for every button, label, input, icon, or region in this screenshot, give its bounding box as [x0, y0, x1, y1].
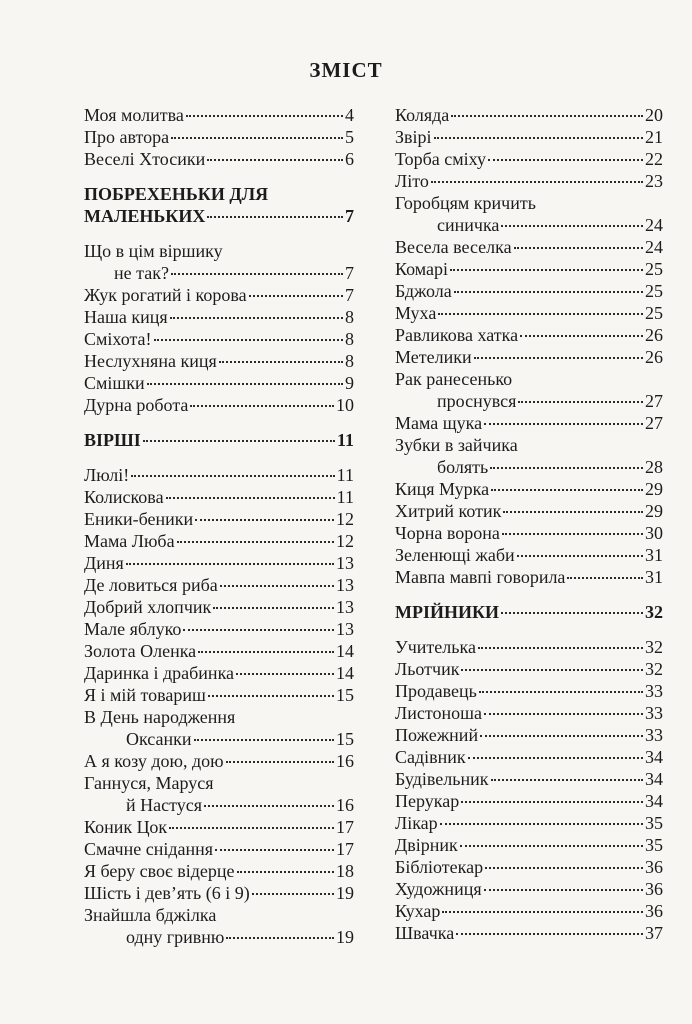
toc-entry-row: [395, 544, 663, 566]
toc-entry-first-line: Горобцям кричить: [395, 193, 536, 213]
dot-leader: [208, 695, 334, 697]
dot-leader: [219, 361, 343, 363]
toc-page-number: 19: [336, 927, 354, 947]
toc-page-number: 20: [645, 105, 663, 125]
toc-page-number: 5: [345, 127, 354, 147]
toc-entry-title: Я і мій товариш: [84, 685, 206, 705]
toc-entry-row: [84, 662, 354, 684]
toc-page-number: 34: [645, 747, 663, 767]
toc-page-number: 32: [645, 602, 663, 622]
toc-page-number: 25: [645, 281, 663, 301]
toc-page-number: 15: [336, 685, 354, 705]
toc-entry-row: [395, 856, 663, 878]
toc-entry-title: Золота Оленка: [84, 641, 197, 661]
toc-page-number: 33: [645, 703, 663, 723]
toc-entry-title: Льотчик: [395, 659, 460, 679]
toc-entry-title: Еники-беники: [84, 509, 194, 529]
toc-entry-title: Весела веселка: [395, 237, 512, 257]
toc-entry-title: Бібліотекар: [395, 857, 484, 877]
toc-entry-title: Чорна ворона: [395, 523, 500, 543]
toc-page-number: 24: [645, 215, 663, 235]
toc-page-number: 37: [645, 923, 663, 943]
toc-entry-row: [84, 328, 354, 350]
toc-page-number: 9: [345, 373, 354, 393]
dot-leader: [131, 475, 334, 477]
toc-entry-title: Моя молитва: [84, 105, 184, 125]
dot-leader: [183, 629, 334, 631]
spacer: [84, 451, 354, 464]
toc-section-row: [84, 429, 354, 451]
toc-multiline-entry: [84, 772, 354, 816]
toc-entry-row: [395, 478, 663, 500]
toc-entry-row: [395, 658, 663, 680]
toc-page-number: 29: [645, 479, 663, 499]
dot-leader: [215, 849, 334, 851]
dot-leader: [468, 757, 643, 759]
spacer: [84, 170, 354, 183]
toc-entry-title: й Настуся: [126, 795, 203, 815]
dot-leader: [442, 911, 643, 913]
toc-entry-title: Смачне снідання: [84, 839, 214, 859]
dot-leader: [249, 295, 343, 297]
toc-entry-title: Перукар: [395, 791, 460, 811]
dot-leader: [450, 269, 643, 271]
toc-page-number: 13: [336, 553, 354, 573]
toc-page-number: 4: [345, 105, 354, 125]
toc-entry-row: [395, 126, 663, 148]
toc-multiline-entry: [395, 192, 663, 236]
toc-section-row: [84, 205, 354, 227]
toc-column-right: [395, 104, 663, 944]
toc-page-number: 12: [336, 509, 354, 529]
toc-entry-title: Жук рогатий і корова: [84, 285, 247, 305]
toc-entry-title: Мавпа мавпі говорила: [395, 567, 566, 587]
dot-leader: [456, 933, 643, 935]
toc-entry-title: Де ловиться риба: [84, 575, 218, 595]
toc-multiline-entry: [395, 368, 663, 412]
toc-entry-title: Двірник: [395, 835, 458, 855]
toc-entry-row: [84, 104, 354, 126]
toc-page-number: 7: [345, 263, 354, 283]
toc-entry-row: [395, 878, 663, 900]
toc-entry-title: Лікар: [395, 813, 438, 833]
dot-leader: [501, 612, 643, 614]
dot-leader: [171, 273, 343, 275]
dot-leader: [440, 823, 643, 825]
toc-entry-title: Художниця: [395, 879, 482, 899]
toc-page-number: 14: [336, 641, 354, 661]
dot-leader: [147, 383, 343, 385]
toc-page-number: 13: [336, 619, 354, 639]
toc-entry-title: проснувся: [437, 391, 517, 411]
toc-entry-row: [84, 394, 354, 416]
toc-entry-row: [395, 214, 663, 236]
dot-leader: [567, 577, 643, 579]
toc-page-number: 27: [645, 413, 663, 433]
toc-entry-title: Наша киця: [84, 307, 168, 327]
toc-entry-row: [395, 456, 663, 478]
toc-multiline-entry: [84, 240, 354, 284]
toc-column-left: [84, 104, 354, 948]
toc-entry-row: [84, 464, 354, 486]
toc-entry-title: Метелики: [395, 347, 472, 367]
toc-entry-first-line: Знайшла бджілка: [84, 905, 217, 925]
toc-entry-row: [395, 790, 663, 812]
dot-leader: [480, 735, 643, 737]
toc-entry-title: Сміхота!: [84, 329, 152, 349]
toc-entry-title: Неслухняна киця: [84, 351, 217, 371]
toc-entry-row: [395, 724, 663, 746]
dot-leader: [143, 440, 335, 442]
toc-entry-title: Смішки: [84, 373, 145, 393]
toc-entry-row: [395, 412, 663, 434]
toc-entry-title: Веселі Хтосики: [84, 149, 206, 169]
toc-page-number: 32: [645, 659, 663, 679]
dot-leader: [177, 541, 334, 543]
toc-entry-row: [395, 636, 663, 658]
dot-leader: [460, 845, 643, 847]
toc-entry-title: МАЛЕНЬКИХ: [84, 206, 206, 226]
toc-entry-row: [395, 702, 663, 724]
toc-entry-first-line: Ганнуся, Маруся: [84, 773, 214, 793]
dot-leader: [517, 555, 643, 557]
toc-page-number: 24: [645, 237, 663, 257]
dot-leader: [491, 779, 644, 781]
dot-leader: [213, 607, 334, 609]
toc-page-number: 7: [345, 285, 354, 305]
toc-entry-row: [84, 148, 354, 170]
toc-entry-title: Мама Люба: [84, 531, 175, 551]
toc-page-number: 30: [645, 523, 663, 543]
dot-leader: [166, 497, 335, 499]
dot-leader: [171, 137, 343, 139]
dot-leader: [126, 563, 334, 565]
dot-leader: [190, 405, 334, 407]
toc-entry-title: Добрий хлопчик: [84, 597, 212, 617]
toc-page-number: 26: [645, 325, 663, 345]
toc-entry-row: [84, 618, 354, 640]
toc-entry-title: Даринка і драбинка: [84, 663, 235, 683]
toc-entry-row: [84, 860, 354, 882]
dot-leader: [484, 423, 643, 425]
toc-entry-title: Літо: [395, 171, 429, 191]
dot-leader: [479, 691, 643, 693]
toc-entry-title: Листоноша: [395, 703, 482, 723]
toc-entry-title: Колискова: [84, 487, 164, 507]
toc-entry-title: Зеленющі жаби: [395, 545, 515, 565]
toc-page-number: 23: [645, 171, 663, 191]
dot-leader: [461, 801, 643, 803]
toc-page-number: 12: [336, 531, 354, 551]
toc-entry-title: синичка: [437, 215, 500, 235]
toc-entry-row: [395, 148, 663, 170]
toc-entry-title: Швачка: [395, 923, 455, 943]
toc-entry-first-line: В День народження: [84, 707, 236, 727]
toc-entry-row: [84, 284, 354, 306]
toc-entry-title: Будівельник: [395, 769, 489, 789]
toc-entry-row: [84, 640, 354, 662]
dot-leader: [438, 313, 643, 315]
toc-entry-title: МРІЙНИКИ: [395, 602, 500, 622]
toc-entry-title: Мале яблуко: [84, 619, 182, 639]
dot-leader: [204, 805, 334, 807]
toc-page-number: 36: [645, 901, 663, 921]
toc-page-number: 31: [645, 567, 663, 587]
toc-entry-title: Диня: [84, 553, 124, 573]
toc-page-number: 27: [645, 391, 663, 411]
toc-page-number: 17: [336, 817, 354, 837]
toc-entry-row: [84, 882, 354, 904]
toc-entry-title: Оксанки: [126, 729, 192, 749]
toc-entry-title: Комарі: [395, 259, 449, 279]
toc-page-number: 13: [336, 597, 354, 617]
toc-entry-first-line: Що в цім віршику: [84, 241, 223, 261]
toc-entry-title: А я козу дою, дою: [84, 751, 224, 771]
toc-entry-row: [395, 746, 663, 768]
toc-entry-title: Про автора: [84, 127, 170, 147]
spacer: [84, 227, 354, 240]
toc-entry-row: [395, 834, 663, 856]
toc-page-number: 15: [336, 729, 354, 749]
toc-entry-row: [395, 236, 663, 258]
toc-entry-title: Коник Цок: [84, 817, 168, 837]
spacer: [395, 623, 663, 636]
toc-entry-row: [84, 306, 354, 328]
dot-leader: [501, 225, 643, 227]
toc-entry-title: ВІРШІ: [84, 430, 141, 450]
dot-leader: [451, 115, 643, 117]
toc-entry-row: [395, 302, 663, 324]
dot-leader: [220, 585, 334, 587]
toc-page-number: 17: [336, 839, 354, 859]
dot-leader: [502, 533, 643, 535]
toc-entry-row: [395, 390, 663, 412]
toc-page-number: 8: [345, 351, 354, 371]
toc-entry-title: Бджола: [395, 281, 452, 301]
dot-leader: [484, 713, 643, 715]
dot-leader: [237, 871, 334, 873]
toc-entry-title: Муха: [395, 303, 437, 323]
toc-entry-title: Мама щука: [395, 413, 483, 433]
toc-multiline-entry: [395, 434, 663, 478]
dot-leader: [474, 357, 643, 359]
dot-leader: [488, 159, 643, 161]
toc-page-number: 36: [645, 857, 663, 877]
toc-page-number: 34: [645, 791, 663, 811]
toc-entry-title: Я беру своє відерце: [84, 861, 235, 881]
toc-entry-row: [84, 684, 354, 706]
toc-page-number: 35: [645, 813, 663, 833]
toc-page-number: 16: [336, 751, 354, 771]
toc-page-number: 11: [336, 430, 354, 450]
toc-page-number: 35: [645, 835, 663, 855]
toc-page-number: 19: [336, 883, 354, 903]
dot-leader: [195, 519, 334, 521]
toc-entry-title: Киця Мурка: [395, 479, 490, 499]
toc-entry-row: [84, 838, 354, 860]
dot-leader: [154, 339, 343, 341]
toc-entry-row: [395, 258, 663, 280]
toc-entry-row: [84, 126, 354, 148]
toc-entry-row: [84, 926, 354, 948]
toc-page-number: 8: [345, 307, 354, 327]
dot-leader: [169, 827, 334, 829]
toc-entry-row: [84, 574, 354, 596]
toc-entry-title: Люлі!: [84, 465, 130, 485]
toc-entry-title: Хитрий котик: [395, 501, 502, 521]
toc-entry-row: [395, 522, 663, 544]
toc-entry-title: Коляда: [395, 105, 450, 125]
toc-entry-row: [395, 170, 663, 192]
toc-entry-row: [84, 530, 354, 552]
toc-page-number: 11: [336, 465, 354, 485]
toc-entry-row: [84, 350, 354, 372]
toc-entry-title: не так?: [114, 263, 169, 283]
toc-entry-row: [395, 346, 663, 368]
toc-page-number: 26: [645, 347, 663, 367]
spacer: [84, 416, 354, 429]
toc-entry-row: [84, 750, 354, 772]
page-title: ЗМІСТ: [309, 58, 383, 82]
toc-entry-row: [84, 816, 354, 838]
toc-entry-row: [84, 794, 354, 816]
toc-page-number: 33: [645, 725, 663, 745]
dot-leader: [434, 137, 643, 139]
toc-page-number: 14: [336, 663, 354, 683]
toc-entry-title: Звірі: [395, 127, 432, 147]
dot-leader: [194, 739, 334, 741]
toc-entry-row: [84, 372, 354, 394]
toc-page-number: 33: [645, 681, 663, 701]
toc-multiline-entry: [84, 904, 354, 948]
toc-entry-row: [395, 324, 663, 346]
toc-page-number: 13: [336, 575, 354, 595]
dot-leader: [485, 867, 643, 869]
toc-page-number: 22: [645, 149, 663, 169]
toc-section-line: ПОБРЕХЕНЬКИ ДЛЯ: [84, 184, 269, 204]
toc-page-number: 28: [645, 457, 663, 477]
toc-entry-title: Пожежний: [395, 725, 479, 745]
toc-page-number: 8: [345, 329, 354, 349]
dot-leader: [520, 335, 643, 337]
toc-entry-title: Учителька: [395, 637, 476, 657]
dot-leader: [226, 761, 334, 763]
toc-page-number: 32: [645, 637, 663, 657]
toc-page-number: 31: [645, 545, 663, 565]
toc-page-number: 16: [336, 795, 354, 815]
toc-page-number: 21: [645, 127, 663, 147]
toc-entry-title: Шість і дев’ять (6 і 9): [84, 883, 250, 903]
dot-leader: [170, 317, 343, 319]
toc-entry-row: [395, 900, 663, 922]
toc-entry-first-line: Рак ранесенько: [395, 369, 513, 389]
toc-entry-row: [395, 566, 663, 588]
toc-entry-row: [395, 280, 663, 302]
toc-entry-row: [84, 596, 354, 618]
toc-section-row: [395, 601, 663, 623]
toc-entry-row: [84, 728, 354, 750]
toc-page-number: 6: [345, 149, 354, 169]
toc-page-number: 7: [345, 206, 354, 226]
spacer: [395, 588, 663, 601]
dot-leader: [490, 467, 643, 469]
dot-leader: [207, 159, 343, 161]
toc-entry-row: [395, 500, 663, 522]
dot-leader: [491, 489, 643, 491]
toc-page-number: 18: [336, 861, 354, 881]
dot-leader: [484, 889, 643, 891]
toc-page-number: 36: [645, 879, 663, 899]
dot-leader: [518, 401, 643, 403]
toc-page-number: 25: [645, 259, 663, 279]
toc-multiline-entry: [84, 706, 354, 750]
toc-entry-row: [84, 508, 354, 530]
dot-leader: [431, 181, 643, 183]
toc-section-heading: [84, 183, 354, 227]
dot-leader: [252, 893, 334, 895]
dot-leader: [503, 511, 643, 513]
toc-entry-title: Равликова хатка: [395, 325, 519, 345]
toc-entry-row: [395, 104, 663, 126]
toc-page-number: 11: [336, 487, 354, 507]
toc-entry-row: [395, 922, 663, 944]
toc-entry-row: [84, 486, 354, 508]
toc-entry-row: [84, 552, 354, 574]
toc-entry-title: Садівник: [395, 747, 466, 767]
dot-leader: [478, 647, 643, 649]
toc-entry-row: [395, 680, 663, 702]
toc-entry-row: [84, 262, 354, 284]
dot-leader: [514, 247, 643, 249]
dot-leader: [207, 216, 343, 218]
toc-page-number: 25: [645, 303, 663, 323]
toc-page-number: 10: [336, 395, 354, 415]
toc-page-number: 34: [645, 769, 663, 789]
toc-entry-title: Продавець: [395, 681, 477, 701]
toc-entry-title: Дурна робота: [84, 395, 189, 415]
dot-leader: [461, 669, 643, 671]
toc-entry-row: [395, 768, 663, 790]
dot-leader: [454, 291, 643, 293]
toc-entry-title: Кухар: [395, 901, 441, 921]
toc-entry-first-line: Зубки в зайчика: [395, 435, 518, 455]
dot-leader: [186, 115, 343, 117]
toc-entry-title: Торба сміху: [395, 149, 486, 169]
dot-leader: [198, 651, 334, 653]
toc-entry-title: болять: [437, 457, 489, 477]
dot-leader: [236, 673, 334, 675]
toc-entry-title: одну гривню: [126, 927, 225, 947]
toc-page-number: 29: [645, 501, 663, 521]
toc-entry-row: [395, 812, 663, 834]
dot-leader: [226, 937, 334, 939]
